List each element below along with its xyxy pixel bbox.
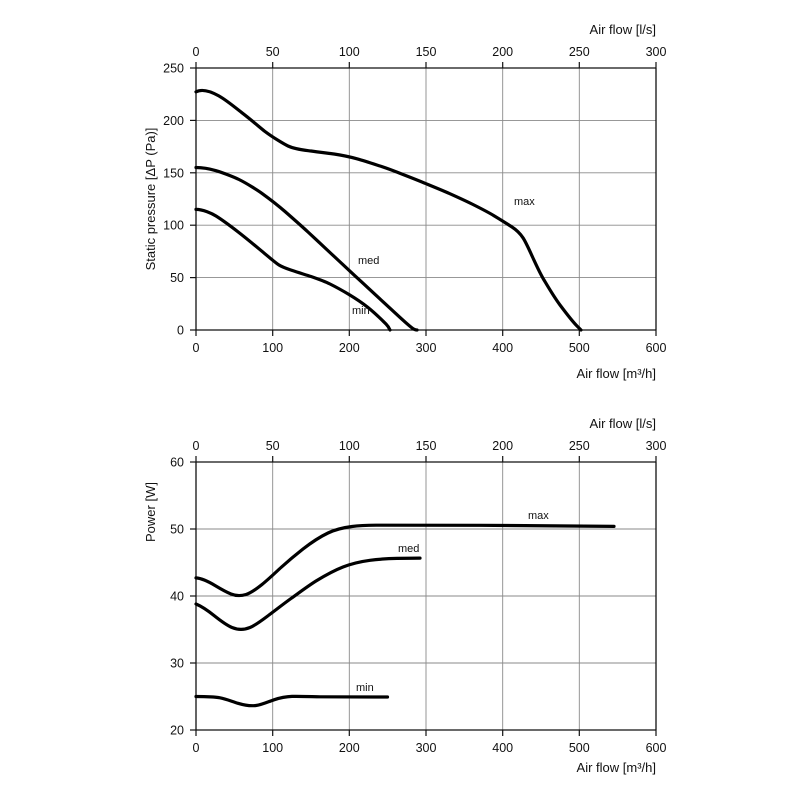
- power-label-med: med: [398, 543, 420, 555]
- power-left-tick-40: 40: [170, 589, 184, 604]
- pressure-label-min: min: [352, 305, 370, 317]
- pressure-bottom-tick-600: 600: [645, 341, 667, 355]
- pressure-curve-med: [196, 168, 417, 331]
- power-bottom-tick-400: 400: [492, 741, 514, 755]
- pressure-top-tick-200: 200: [492, 45, 514, 59]
- power-top-tick-250: 250: [568, 439, 590, 453]
- bottom-axis-ticks: [196, 730, 656, 736]
- power-y-axis-title: Power [W]: [143, 482, 158, 542]
- power-top-tick-150: 150: [415, 439, 437, 453]
- pressure-left-tick-100: 100: [163, 218, 184, 233]
- pressure-top-tick-0: 0: [192, 45, 200, 59]
- power-left-tick-60: 60: [170, 455, 184, 470]
- pressure-label-med: med: [358, 255, 380, 267]
- pressure-bottom-tick-400: 400: [492, 341, 514, 355]
- pressure-left-tick-50: 50: [170, 271, 184, 286]
- pressure-bottom-tick-300: 300: [415, 341, 437, 355]
- pressure-bottom-axis-title: Air flow [m³/h]: [576, 366, 656, 381]
- power-bottom-tick-300: 300: [415, 741, 437, 755]
- pressure-top-tick-50: 50: [265, 45, 280, 59]
- power-label-min: min: [356, 682, 374, 694]
- power-bottom-tick-600: 600: [645, 741, 667, 755]
- power-top-tick-0: 0: [192, 439, 200, 453]
- pressure-top-axis-title: Air flow [l/s]: [589, 22, 656, 37]
- power-bottom-tick-500: 500: [568, 741, 590, 755]
- power-curve-min: [196, 696, 388, 705]
- pressure-y-axis-title: Static pressure [ΔP (Pa)]: [143, 127, 158, 271]
- power-top-tick-50: 50: [265, 439, 280, 453]
- power-top-tick-200: 200: [492, 439, 514, 453]
- left-axis-ticks: [190, 462, 196, 730]
- power-left-tick-50: 50: [170, 522, 184, 537]
- power-curve-max: [196, 525, 614, 596]
- pressure-label-max: max: [514, 196, 535, 208]
- power-bottom-axis-title: Air flow [m³/h]: [576, 760, 656, 775]
- power-left-tick-30: 30: [170, 656, 184, 671]
- pressure-top-tick-250: 250: [568, 45, 590, 59]
- power-svg: [0, 400, 800, 800]
- pressure-bottom-tick-100: 100: [262, 341, 284, 355]
- top-axis-ticks: [196, 456, 656, 462]
- power-bottom-tick-100: 100: [262, 741, 284, 755]
- left-axis-ticks: [190, 68, 196, 330]
- bottom-axis-ticks: [196, 330, 656, 336]
- pressure-left-tick-0: 0: [177, 323, 184, 338]
- pressure-curve-max: [196, 90, 581, 330]
- power-top-tick-100: 100: [338, 439, 360, 453]
- power-chart: [0, 400, 800, 800]
- pressure-left-tick-150: 150: [163, 166, 184, 181]
- pressure-left-tick-250: 250: [163, 61, 184, 76]
- pressure-top-tick-300: 300: [645, 45, 667, 59]
- pressure-bottom-tick-200: 200: [338, 341, 360, 355]
- pressure-bottom-tick-0: 0: [192, 341, 200, 355]
- power-top-tick-300: 300: [645, 439, 667, 453]
- power-bottom-tick-0: 0: [192, 741, 200, 755]
- top-axis-ticks: [196, 62, 656, 68]
- power-bottom-tick-200: 200: [338, 741, 360, 755]
- power-left-tick-20: 20: [170, 723, 184, 738]
- pressure-top-tick-150: 150: [415, 45, 437, 59]
- pressure-bottom-tick-500: 500: [568, 341, 590, 355]
- pressure-left-tick-200: 200: [163, 113, 184, 128]
- power-top-axis-title: Air flow [l/s]: [589, 416, 656, 431]
- pressure-top-tick-100: 100: [338, 45, 360, 59]
- power-label-max: max: [528, 510, 549, 522]
